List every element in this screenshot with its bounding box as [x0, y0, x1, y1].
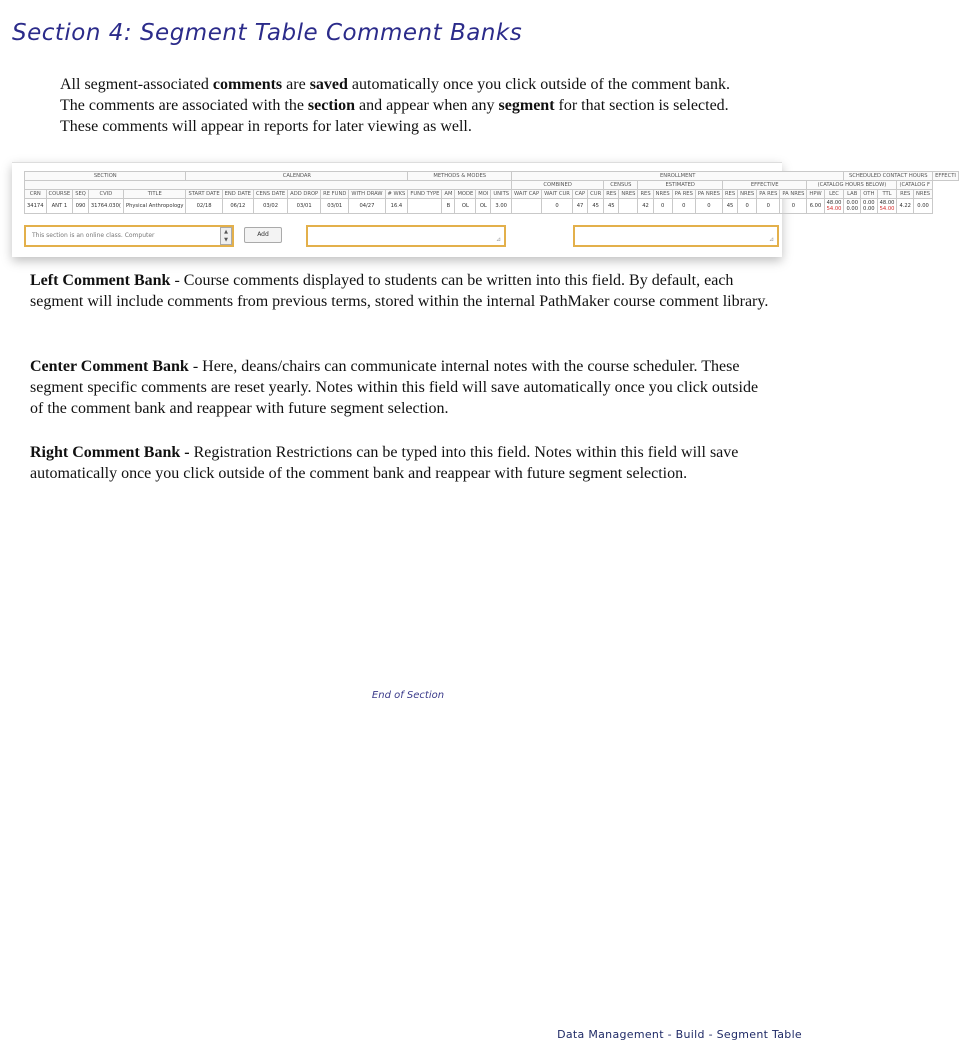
cell[interactable]: 45: [588, 199, 604, 214]
cell[interactable]: 0: [738, 199, 757, 214]
col-header[interactable]: # WKS: [385, 190, 408, 199]
cell[interactable]: 090: [73, 199, 89, 214]
col-header[interactable]: AM: [442, 190, 455, 199]
left-comment-bank[interactable]: [24, 225, 234, 247]
center-comment-bank[interactable]: [306, 225, 506, 247]
intro-bold: comments: [212, 76, 283, 93]
intro-text: and appear when any: [355, 97, 499, 114]
col-header[interactable]: RES: [638, 190, 653, 199]
col-header[interactable]: NRES: [653, 190, 672, 199]
cell-value: 0.00: [863, 200, 875, 206]
col-header[interactable]: RE FUND: [321, 190, 349, 199]
cell[interactable]: Physical Anthropology: [123, 199, 186, 214]
col-header[interactable]: PA NRES: [780, 190, 807, 199]
cell[interactable]: OL: [455, 199, 476, 214]
cell[interactable]: 0: [757, 199, 780, 214]
col-header[interactable]: TITLE: [123, 190, 186, 199]
group-header: CALENDAR: [186, 172, 408, 181]
resize-grip-icon[interactable]: ⊿: [768, 236, 774, 243]
col-header[interactable]: WAIT CUR: [542, 190, 573, 199]
intro-bold: section: [307, 97, 356, 114]
cell[interactable]: 6.00: [807, 199, 824, 214]
col-header[interactable]: START DATE: [186, 190, 222, 199]
col-header[interactable]: PA RES: [757, 190, 780, 199]
col-header[interactable]: COURSE: [46, 190, 73, 199]
subgroup-header: CENSUS: [604, 181, 638, 190]
cell[interactable]: 03/01: [321, 199, 349, 214]
intro-bold: segment: [498, 97, 555, 114]
col-header[interactable]: SEQ: [73, 190, 89, 199]
resize-grip-icon[interactable]: ⊿: [495, 236, 501, 243]
col-header[interactable]: NRES: [738, 190, 757, 199]
cell[interactable]: [619, 199, 638, 214]
col-header[interactable]: RES: [604, 190, 619, 199]
subgroup-header: EFFECTIVE: [722, 181, 806, 190]
col-header[interactable]: HPW: [807, 190, 824, 199]
segment-table: [24, 171, 959, 214]
cell[interactable]: 0: [653, 199, 672, 214]
cell[interactable]: [877, 199, 897, 214]
page-title: Section 4: Segment Table Comment Banks: [12, 20, 523, 46]
col-header[interactable]: CENS DATE: [253, 190, 287, 199]
group-header: EFFECTI: [933, 172, 959, 181]
cell[interactable]: 42: [638, 199, 653, 214]
cell-value-alt: 54.00: [879, 206, 895, 212]
cell-value-alt: 0.00: [863, 206, 875, 212]
intro-text: are: [282, 76, 310, 93]
col-header[interactable]: PA RES: [672, 190, 695, 199]
left-comment-text: This section is an online class. Computer: [32, 232, 155, 239]
cell[interactable]: [824, 199, 844, 214]
center-bank-description: [30, 356, 775, 419]
subgroup-header: (CATALOG HOURS BELOW): [807, 181, 897, 190]
intro-bold: saved: [309, 76, 348, 93]
left-bank-text: - Course comments displayed to students can be written into this field. By default, each segment will include comments from previous terms, stored within the internal PathMaker course comment library.: [30, 272, 769, 310]
subgroup-header: ESTIMATED: [638, 181, 722, 190]
cell-value: 48.00: [879, 200, 895, 206]
cell[interactable]: 04/27: [349, 199, 385, 214]
col-header[interactable]: TTL: [877, 190, 897, 199]
cell[interactable]: ANT 1: [46, 199, 73, 214]
cell[interactable]: 0: [542, 199, 573, 214]
cell[interactable]: 3.00: [491, 199, 512, 214]
cell[interactable]: 02/18: [186, 199, 222, 214]
col-header[interactable]: END DATE: [222, 190, 253, 199]
col-header[interactable]: MODE: [455, 190, 476, 199]
cell[interactable]: 0: [672, 199, 695, 214]
cell[interactable]: 03/01: [288, 199, 321, 214]
cell-value: 48.00: [826, 200, 842, 206]
col-header[interactable]: FUND TYPE: [408, 190, 442, 199]
col-header[interactable]: UNITS: [491, 190, 512, 199]
col-header[interactable]: RES: [722, 190, 737, 199]
col-header[interactable]: NRES: [914, 190, 933, 199]
right-comment-bank[interactable]: [573, 225, 779, 247]
cell-value: 0.00: [846, 200, 859, 206]
intro-text: automatically once you click outside of the comment bank. The comments are associated with the: [60, 76, 731, 114]
col-header[interactable]: RES: [897, 190, 914, 199]
cell[interactable]: B: [442, 199, 455, 214]
cell[interactable]: OL: [476, 199, 491, 214]
cell[interactable]: 03/02: [253, 199, 287, 214]
col-header[interactable]: NRES: [619, 190, 638, 199]
scroll-stepper-icon[interactable]: ▲ ▼: [220, 227, 232, 245]
right-bank-text: Registration Restrictions can be typed into this field. Notes within this field will save automatically once you click outside of the comment bank and reappear with future segment selection.: [30, 444, 739, 482]
col-header[interactable]: ADD DROP: [288, 190, 321, 199]
col-header[interactable]: MOI: [476, 190, 491, 199]
right-bank-heading: Right Comment Bank -: [30, 444, 190, 461]
cell[interactable]: 45: [722, 199, 737, 214]
group-header: METHODS & MODES: [408, 172, 512, 181]
center-bank-heading: Center Comment Bank: [30, 358, 189, 375]
col-header[interactable]: CVID: [88, 190, 123, 199]
col-header[interactable]: LAB: [844, 190, 861, 199]
cell[interactable]: 06/12: [222, 199, 253, 214]
col-header[interactable]: PA NRES: [695, 190, 722, 199]
cell[interactable]: 0: [695, 199, 722, 214]
right-bank-description: [30, 442, 775, 484]
end-of-section: End of Section: [371, 690, 445, 701]
segment-table-screenshot: [12, 162, 956, 257]
left-bank-description: [30, 270, 775, 312]
intro-text: All segment-associated: [60, 76, 213, 93]
intro-text: for that section is selected. These comments will appear in reports for later viewing as well.: [60, 97, 729, 135]
group-header: SCHEDULED CONTACT HOURS: [844, 172, 933, 181]
footer: Data Management - Build - Segment Table: [557, 1028, 802, 1041]
add-button[interactable]: Add: [244, 227, 282, 243]
cell[interactable]: [861, 199, 878, 214]
cell-value-alt: 54.00: [826, 206, 842, 212]
cell[interactable]: 16.4: [385, 199, 408, 214]
group-header: SECTION: [25, 172, 186, 181]
subgroup-header: COMBINED: [512, 181, 604, 190]
col-header[interactable]: CUR: [588, 190, 604, 199]
col-header[interactable]: WAIT CAP: [512, 190, 542, 199]
col-header[interactable]: CRN: [25, 190, 47, 199]
cell[interactable]: 45: [604, 199, 619, 214]
col-header[interactable]: WITH DRAW: [349, 190, 385, 199]
cell[interactable]: 34174: [25, 199, 47, 214]
comment-bank-row: [24, 225, 794, 253]
group-header: ENROLLMENT: [512, 172, 844, 181]
center-bank-text: - Here, deans/chairs can communicate internal notes with the course scheduler. These segment specific comments are reset yearly. Notes within this field will save automatically once you click outside of the comment bank and reappear with future segment selection.: [30, 358, 759, 417]
cell[interactable]: 4.22: [897, 199, 914, 214]
intro-paragraph: [60, 74, 750, 137]
cell[interactable]: 47: [572, 199, 587, 214]
left-bank-heading: Left Comment Bank: [30, 272, 171, 289]
col-header[interactable]: CAP: [572, 190, 587, 199]
cell[interactable]: [844, 199, 861, 214]
spacer-header: [25, 181, 512, 190]
cell[interactable]: [408, 199, 442, 214]
subgroup-header: (CATALOG F: [897, 181, 933, 190]
cell[interactable]: 31764.030(: [88, 199, 123, 214]
cell-value-alt: 0.00: [846, 206, 859, 212]
col-header[interactable]: OTH: [861, 190, 878, 199]
table-row[interactable]: [25, 199, 959, 214]
cell[interactable]: [512, 199, 542, 214]
cell[interactable]: 0.00: [914, 199, 933, 214]
col-header[interactable]: LEC: [824, 190, 844, 199]
cell[interactable]: 0: [780, 199, 807, 214]
